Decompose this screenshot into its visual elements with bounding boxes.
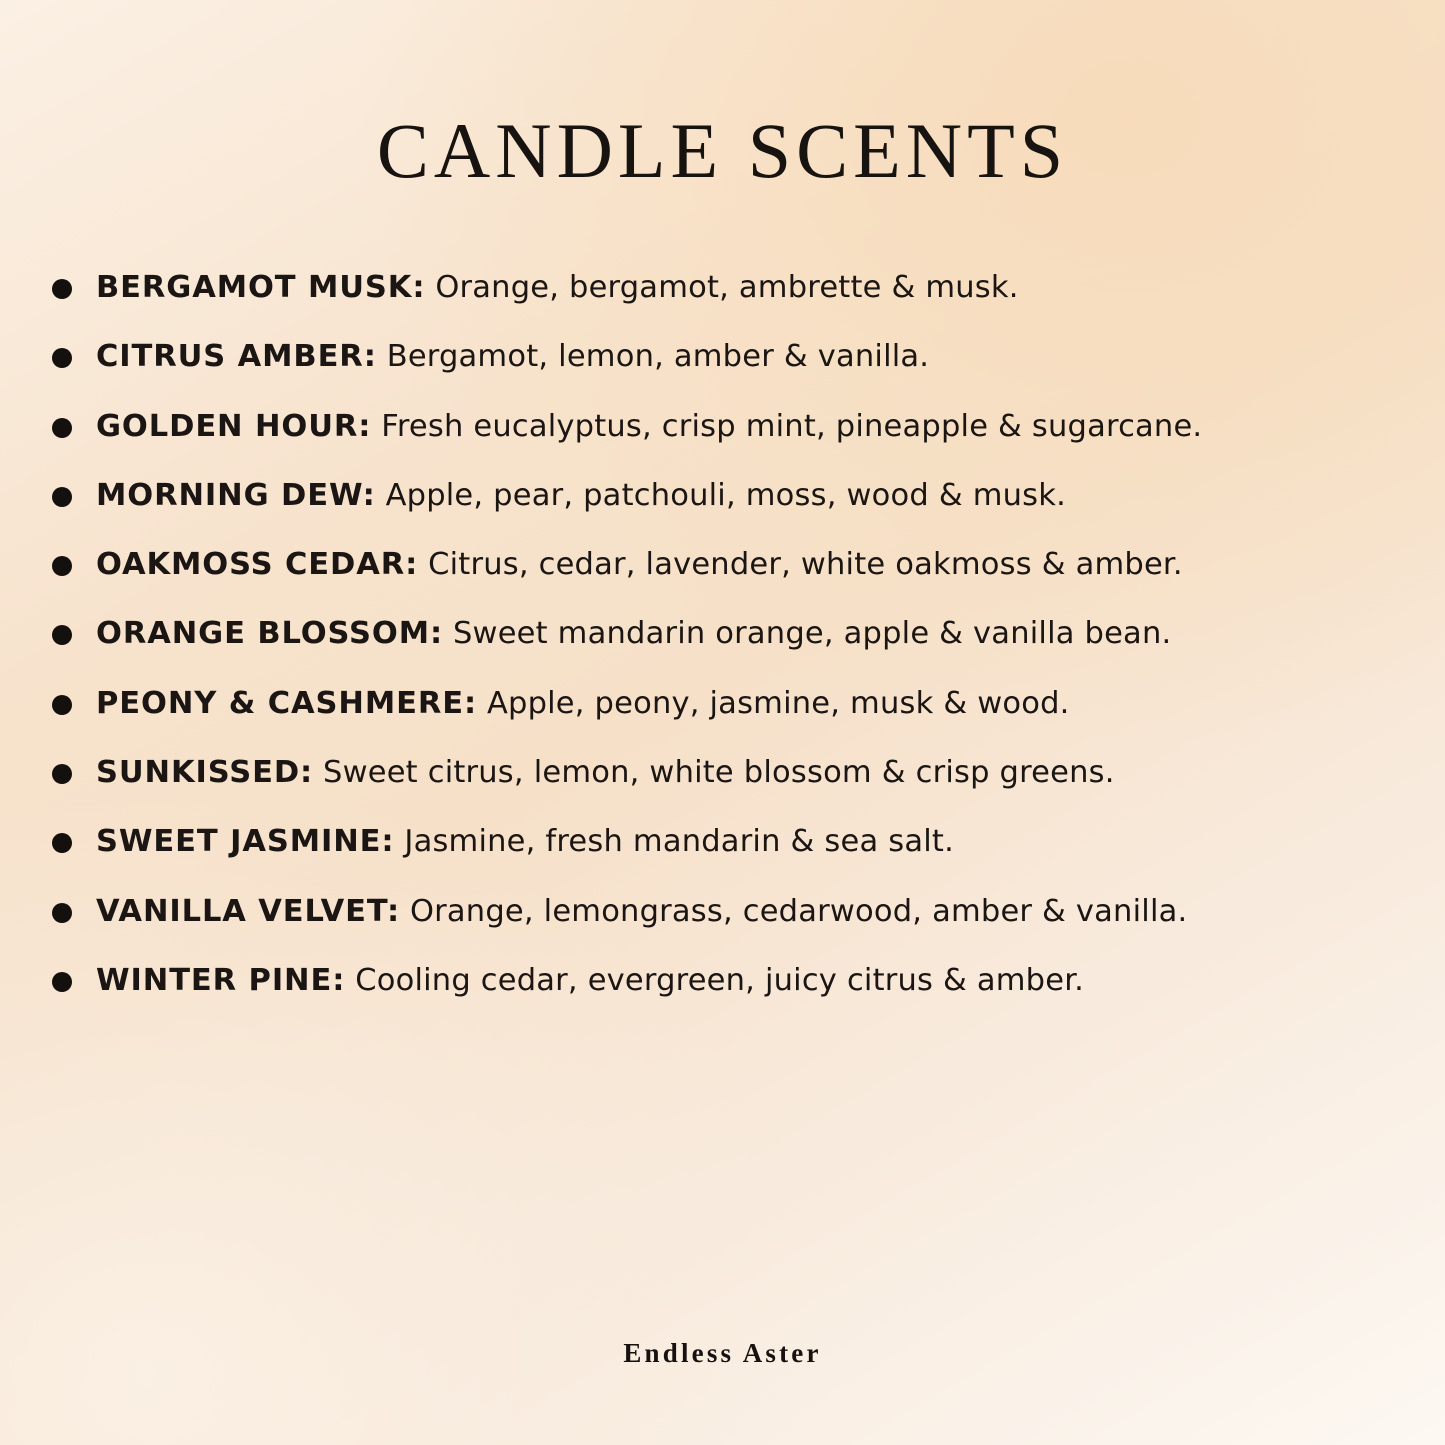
list-item — [48, 682, 1405, 725]
scent-name: SUNKISSED: — [96, 755, 314, 791]
list-item — [48, 959, 1405, 1002]
list-item — [48, 612, 1405, 655]
scent-name: GOLDEN HOUR: — [96, 408, 372, 444]
bullet-icon — [52, 695, 72, 715]
list-item — [48, 820, 1405, 863]
scent-name: MORNING DEW: — [96, 477, 376, 513]
brand-name: Endless Aster — [623, 1338, 822, 1368]
scent-description: Apple, peony, jasmine, musk & wood. — [477, 685, 1070, 721]
scent-description: Orange, lemongrass, cedarwood, amber & vanilla. — [400, 893, 1188, 929]
bullet-icon — [52, 833, 72, 853]
scent-description: Cooling cedar, evergreen, juicy citrus & amber. — [345, 962, 1085, 998]
list-item — [48, 474, 1405, 517]
list-item — [48, 335, 1405, 378]
bullet-icon — [52, 348, 72, 368]
scent-description: Apple, pear, patchouli, moss, wood & musk. — [375, 477, 1066, 513]
bullet-icon — [52, 556, 72, 576]
scent-description: Citrus, cedar, lavender, white oakmoss & amber. — [418, 547, 1183, 583]
scent-name: SWEET JASMINE: — [96, 824, 395, 860]
list-item — [48, 751, 1405, 794]
bullet-icon — [52, 625, 72, 645]
scent-description: Sweet mandarin orange, apple & vanilla bean. — [443, 616, 1172, 652]
list-item — [48, 543, 1405, 586]
scent-description: Orange, bergamot, ambrette & musk. — [425, 270, 1019, 305]
scent-name: CITRUS AMBER: — [96, 339, 377, 375]
bullet-icon — [52, 903, 72, 923]
scent-name: PEONY & CASHMERE: — [96, 685, 478, 721]
scent-name: WINTER PINE: — [96, 962, 346, 998]
scent-description: Fresh eucalyptus, crisp mint, pineapple & sugarcane. — [371, 408, 1203, 444]
list-item — [48, 405, 1405, 448]
bullet-icon — [52, 764, 72, 784]
scent-name: BERGAMOT MUSK: — [96, 270, 426, 305]
scent-name: ORANGE BLOSSOM: — [96, 616, 444, 652]
list-item — [48, 890, 1405, 933]
scent-name: VANILLA VELVET: — [96, 893, 401, 929]
scent-list — [0, 266, 1445, 1028]
page-title: CANDLE SCENTS — [376, 107, 1069, 194]
list-item — [48, 266, 1405, 309]
bullet-icon — [52, 972, 72, 992]
scent-description: Sweet citrus, lemon, white blossom & crisp greens. — [313, 755, 1115, 791]
bullet-icon — [52, 487, 72, 507]
bullet-icon — [52, 279, 72, 299]
scent-name: OAKMOSS CEDAR: — [96, 547, 419, 583]
scent-description: Bergamot, lemon, amber & vanilla. — [376, 339, 930, 375]
bullet-icon — [52, 418, 72, 438]
scent-description: Jasmine, fresh mandarin & sea salt. — [394, 824, 954, 860]
